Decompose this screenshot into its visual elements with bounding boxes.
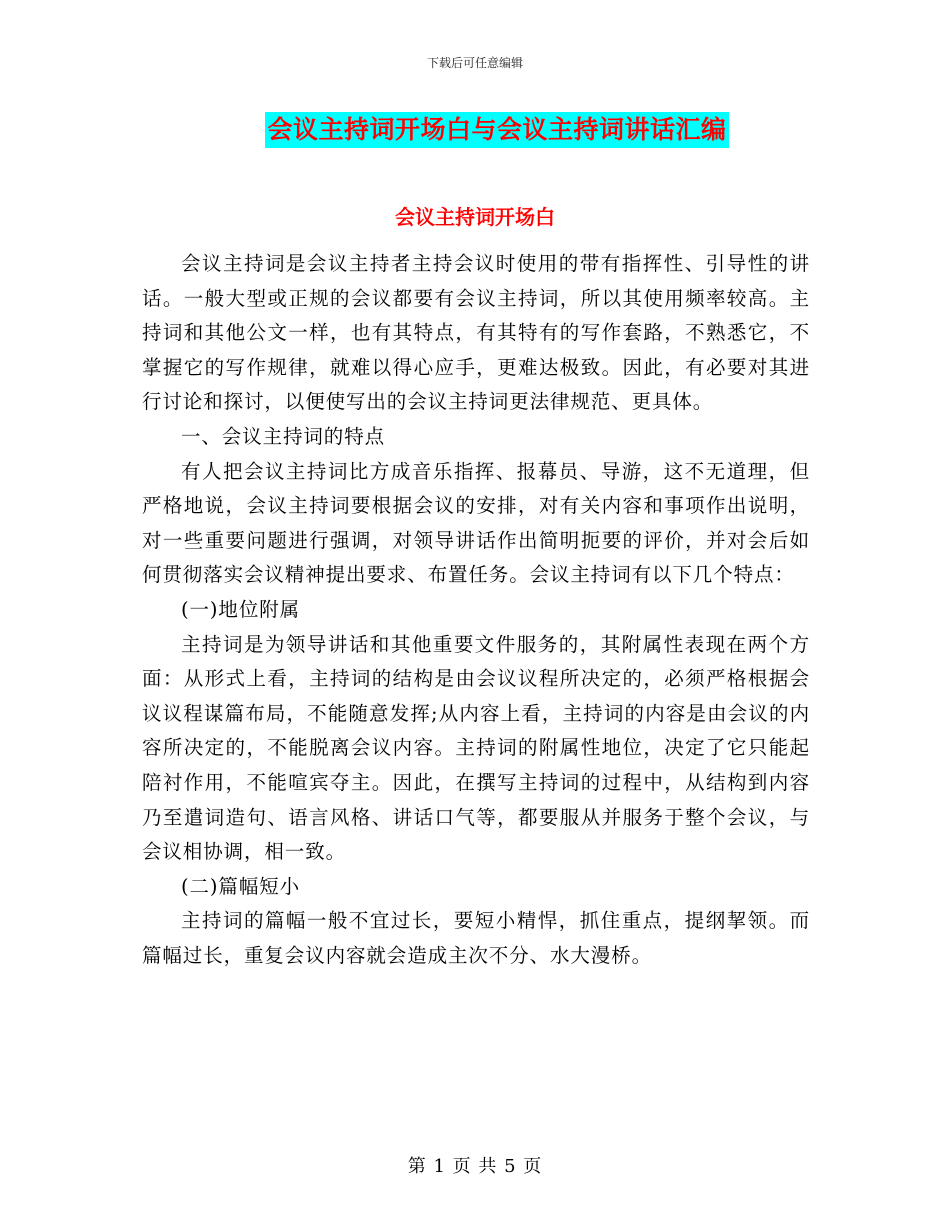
document-body (142, 247, 810, 973)
paragraph-intro: 会议主持词是会议主持者主持会议时使用的带有指挥性、引导性的讲话。一般大型或正规的会议都要有会议主持词，所以其使用频率较高。主持词和其他公文一样，也有其特点，有其特有的写作套路，不熟悉它，不掌握它的写作规律，就难以得心应手，更难达极致。因此，有必要对其进行讨论和探讨，以便使写出的会议主持词更法律规范、更具体。 (142, 252, 810, 414)
header-note: 下载后可任意编辑 (426, 56, 523, 70)
subheading-short: (二)篇幅短小 (181, 874, 301, 898)
document-title: 会议主持词开场白与会议主持词讲话汇编 (265, 112, 728, 148)
paragraph-features: 有人把会议主持词比方成音乐指挥、报幕员、导游，这不无道理，但严格地说，会议主持词要根据会议的安排，对有关内容和事项作出说明，对一些重要问题进行强调，对领导讲话作出简明扼要的评价，并对会后如何贯彻落实会议精神提出要求、布置任务。会议主持词有以下几个特点： (142, 459, 810, 587)
section-title: 会议主持词开场白 (395, 205, 555, 229)
title-block (0, 112, 950, 148)
page-footer: 第 1 页 共 5 页 (407, 1156, 543, 1177)
subheading-subordinate: (一)地位附属 (181, 597, 301, 621)
paragraph-short: 主持词的篇幅一般不宜过长，要短小精悍，抓住重点，提纲挈领。而篇幅过长，重复会议内容就会造成主次不分、水大漫桥。 (142, 909, 810, 967)
paragraph-subordinate: 主持词是为领导讲话和其他重要文件服务的，其附属性表现在两个方面：从形式上看，主持词的结构是由会议议程所决定的，必须严格根据会议议程谋篇布局，不能随意发挥;从内容上看，主持词的内容是由会议的内容所决定的，不能脱离会议内容。主持词的附属性地位，决定了它只能起陪衬作用，不能喧宾夺主。因此，在撰写主持词的过程中，从结构到内容乃至遣词造句、语言风格、讲话口气等，都要服从并服务于整个会议，与会议相协调，相一致。 (142, 632, 810, 864)
heading-features: 一、会议主持词的特点 (181, 424, 386, 448)
